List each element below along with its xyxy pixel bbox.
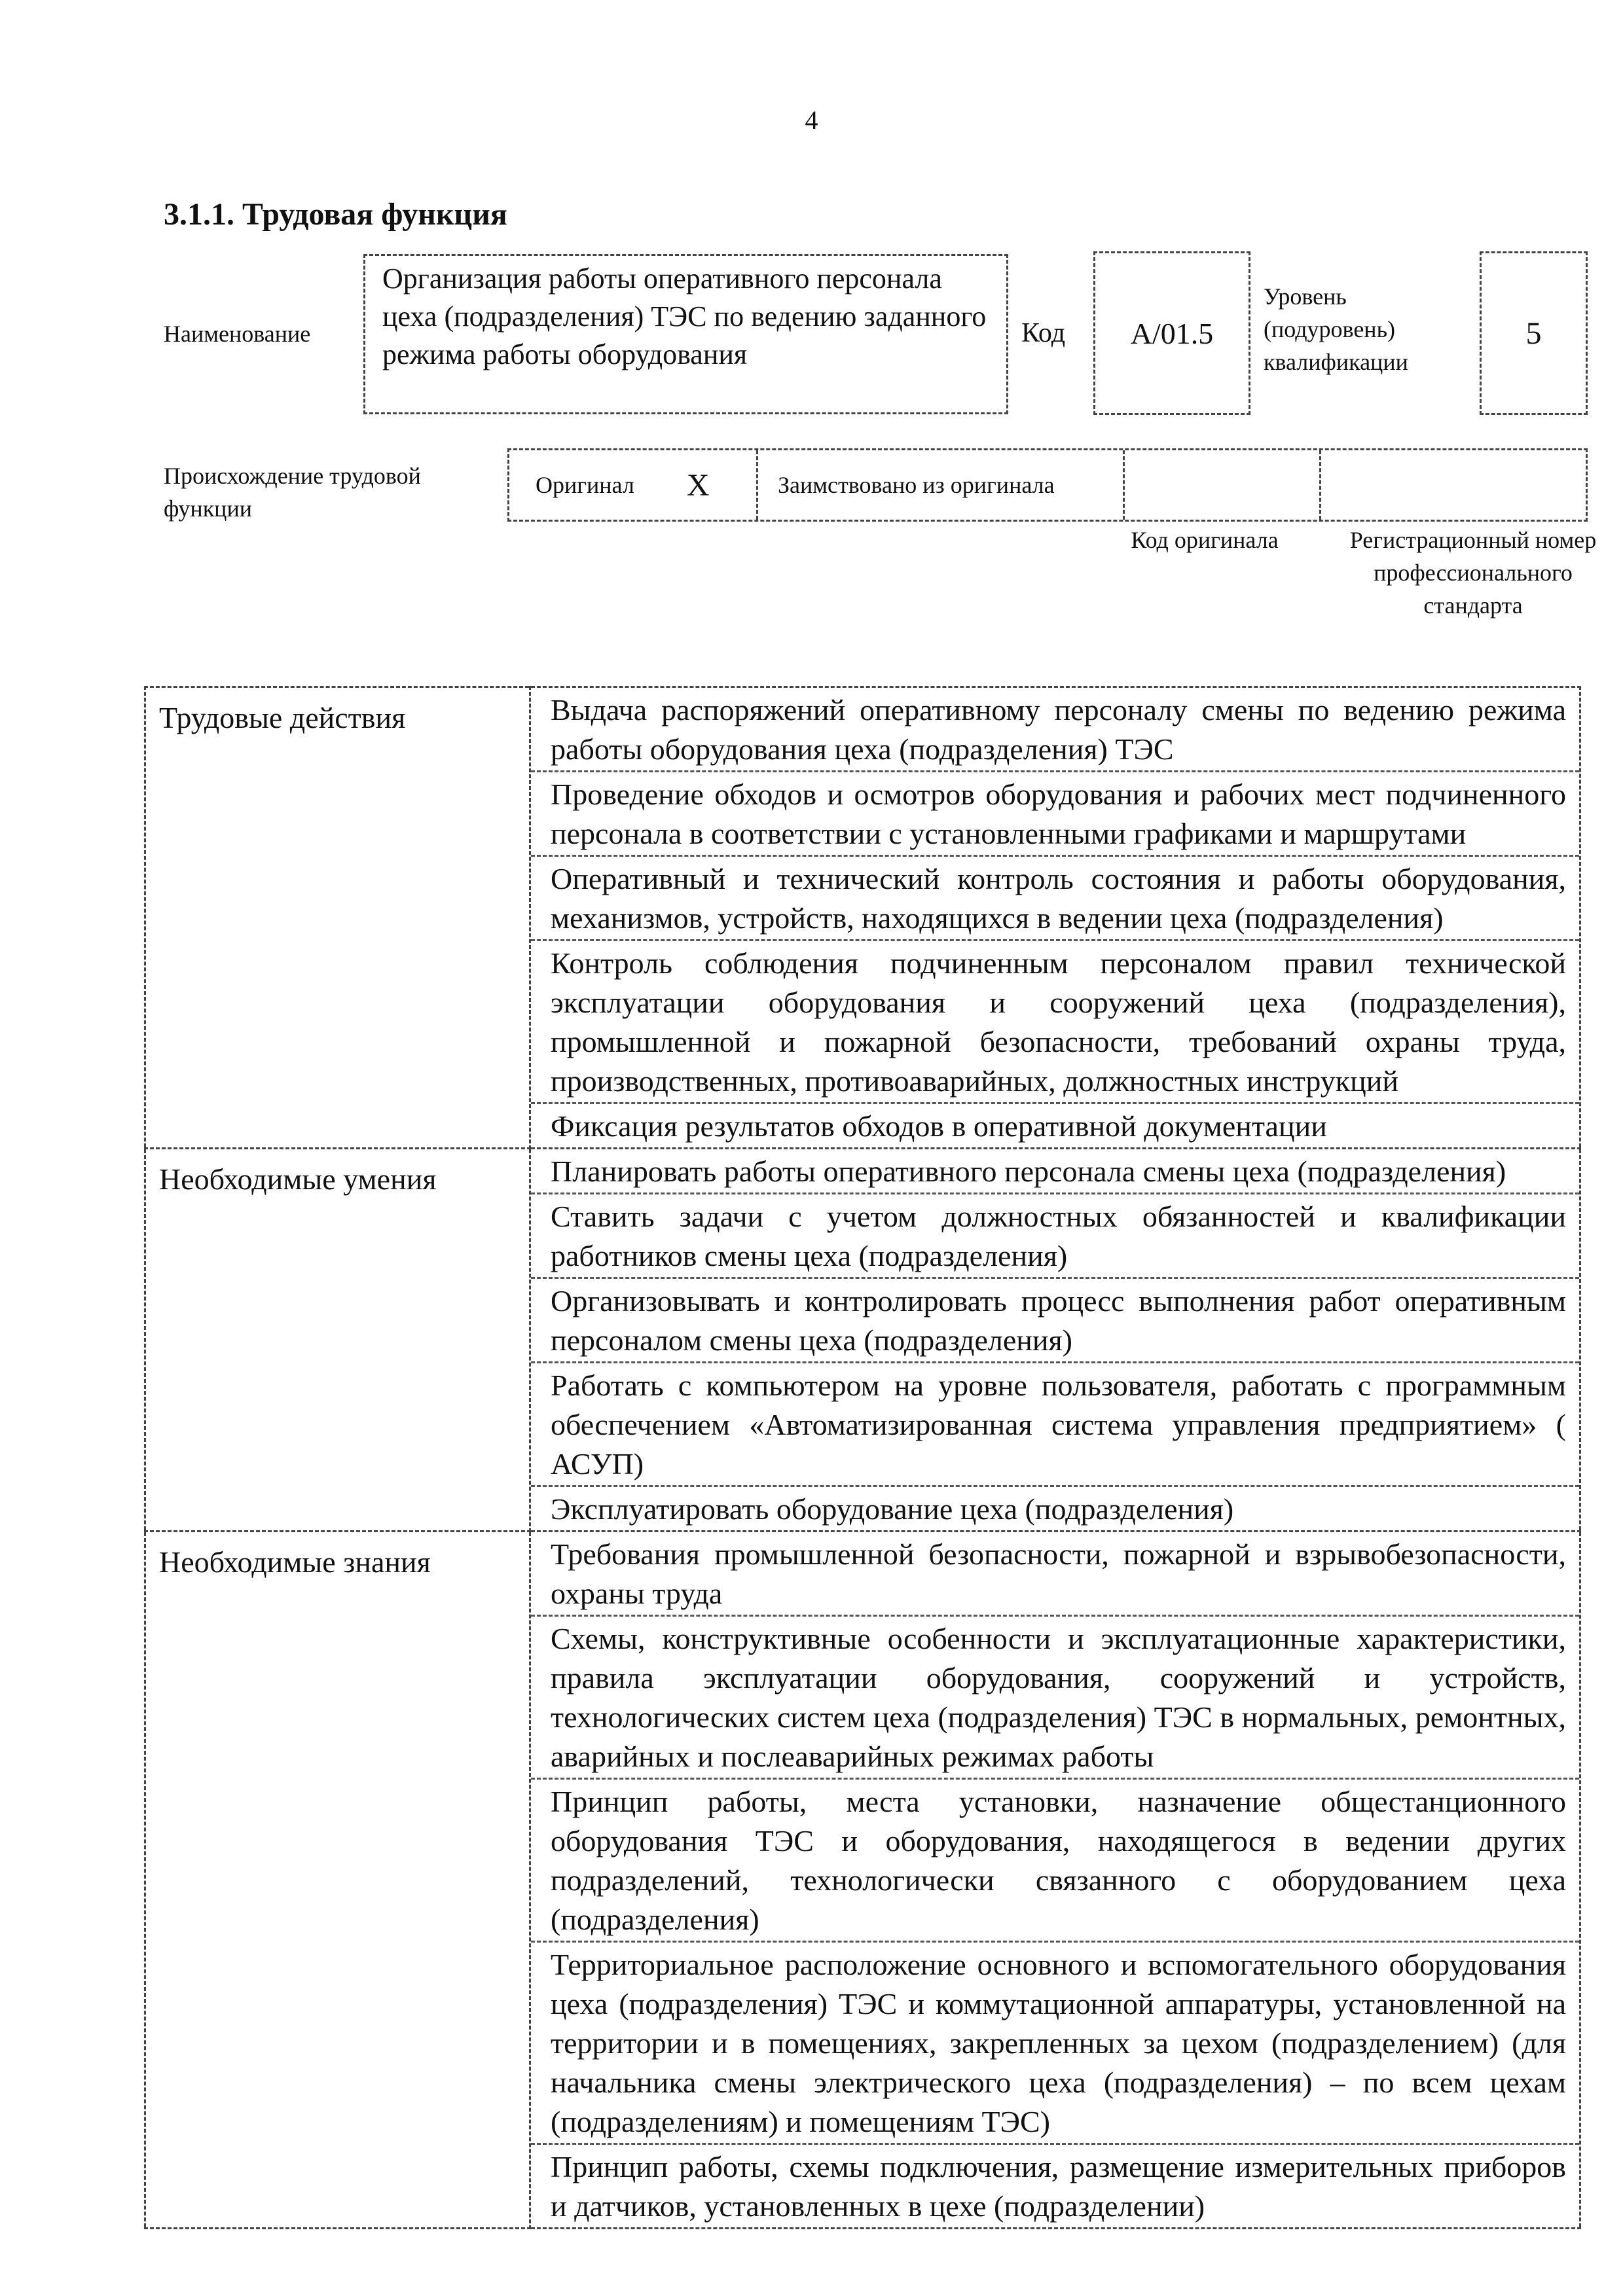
kod-label: Код — [1021, 318, 1066, 348]
borrowed-cell — [758, 450, 1125, 520]
page-number: 4 — [805, 105, 818, 135]
list-item: Требования промышленной безопасности, пожарной и взрывобезопасности, охраны труда — [531, 1532, 1579, 1617]
section-items-cell — [530, 1532, 1580, 2229]
sub-label-registration: Регистрационный номер профессионального стандарта — [1349, 527, 1597, 619]
section-title-cell: Трудовые действия — [145, 687, 530, 1149]
list-item: Работать с компьютером на уровне пользователя, работать с программным обеспечением «Автоматизированная система управления предприятием» ( АСУП) — [531, 1363, 1579, 1487]
function-name-box: Организация работы оперативного персонала цеха (подразделения) ТЭС по ведению заданного режима работы оборудования — [363, 254, 1008, 414]
level-label: Уровень (подуровень) квалификации — [1264, 283, 1408, 375]
origin-original-cell — [509, 450, 758, 520]
list-item: Принцип работы, места установки, назначение общестанционного оборудования ТЭС и оборудования, находящегося в ведении других подразделений, технологически связанного с оборудованием цеха (подразделения) — [531, 1780, 1579, 1943]
sub-label-kod: Код оригинала — [1131, 527, 1279, 553]
list-item: Фиксация результатов обходов в оперативной документации — [551, 1109, 1327, 1143]
section-row — [145, 687, 1580, 1149]
section-title-cell: Необходимые знания — [145, 1532, 530, 2229]
registration-number-cell — [1321, 450, 1586, 520]
original-mark: X — [686, 467, 710, 503]
section-row — [145, 1532, 1580, 2229]
section-items-cell — [530, 687, 1580, 1149]
original-label: Оригинал — [536, 472, 634, 498]
function-details-table — [144, 686, 1581, 2229]
list-item: Эксплуатировать оборудование цеха (подразделения) — [551, 1492, 1234, 1526]
origin-row — [507, 448, 1588, 522]
original-code-cell — [1125, 450, 1321, 520]
list-item: Проведение обходов и осмотров оборудования и рабочих мест подчиненного персонала в соответствии с установленными графиками и маршрутами — [531, 772, 1579, 857]
section-items-cell — [530, 1149, 1580, 1532]
borrowed-label: Заимствовано из оригинала — [778, 472, 1055, 498]
list-item: Схемы, конструктивные особенности и эксплуатационные характеристики, правила эксплуатации оборудования, сооружений и устройств, технологических систем цеха (подразделения) ТЭС в нормальных, ремонтных, аварийных и послеаварийных режимах работы — [531, 1617, 1579, 1780]
kod-value-box: А/01.5 — [1093, 251, 1250, 415]
list-item: Планировать работы оперативного персонала смены цеха (подразделения) — [531, 1149, 1579, 1194]
section-row — [145, 1149, 1580, 1532]
list-item: Организовывать и контролировать процесс выполнения работ оперативным персоналом смены цеха (подразделения) — [531, 1279, 1579, 1363]
level-value-box: 5 — [1480, 251, 1588, 415]
section-title-cell: Необходимые умения — [145, 1149, 530, 1532]
list-item: Ставить задачи с учетом должностных обязанностей и квалификации работников смены цеха (подразделения) — [531, 1194, 1579, 1279]
origin-label: Происхождение трудовой функции — [164, 463, 421, 522]
name-label: Наименование — [164, 321, 311, 347]
list-item: Контроль соблюдения подчиненным персоналом правил технической эксплуатации оборудования и сооружений цеха (подразделения), промышленной и пожарной безопасности, требований охраны труда, производственных, противоаварийных, должностных инструкций — [531, 941, 1579, 1104]
list-item: Выдача распоряжений оперативному персоналу смены по ведению режима работы оборудования цеха (подразделения) ТЭС — [531, 688, 1579, 772]
list-item: Принцип работы, схемы подключения, размещение измерительных приборов и датчиков, установленных в цехе (подразделении) — [551, 2150, 1566, 2223]
list-item: Оперативный и технический контроль состояния и работы оборудования, механизмов, устройств, находящихся в ведении цеха (подразделения) — [531, 857, 1579, 941]
section-title: 3.1.1. Трудовая функция — [164, 197, 507, 232]
list-item: Территориальное расположение основного и вспомогательного оборудования цеха (подразделения) ТЭС и коммутационной аппаратуры, установленной на территории и в помещениях, закрепленных за цехом (подразделением) (для начальника смены электрического цеха (подразделения) – по всем цехам (подразделениям) и помещениям ТЭС) — [531, 1943, 1579, 2145]
